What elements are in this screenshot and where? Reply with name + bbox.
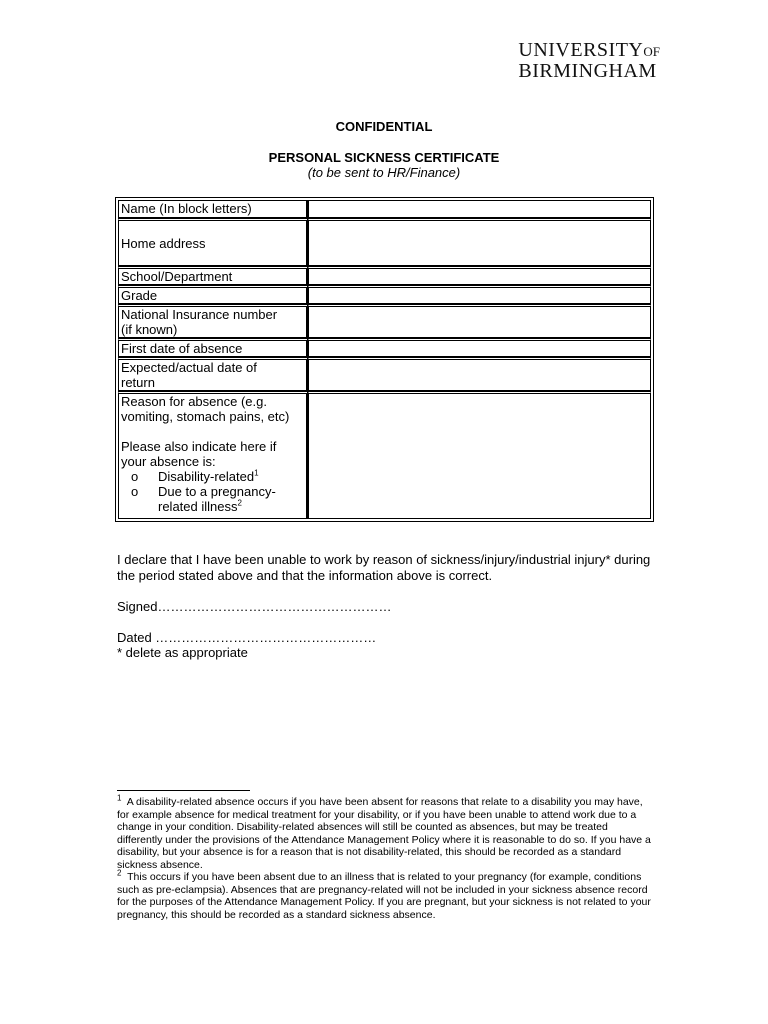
field-grade[interactable] xyxy=(308,285,651,304)
field-reason[interactable] xyxy=(308,391,651,519)
label-ni-line2: (if known) xyxy=(121,322,178,337)
date-line[interactable]: Dated …………………………………………… xyxy=(117,630,377,645)
label-return-line1: Expected/actual date of xyxy=(121,360,257,375)
field-name[interactable] xyxy=(308,200,651,218)
row-school xyxy=(118,266,651,285)
field-ni-number[interactable] xyxy=(308,304,651,338)
option-disability-label: Disability-related xyxy=(158,469,255,484)
footnote-1-number: 1 xyxy=(117,793,122,803)
label-address: Home address xyxy=(118,218,308,266)
bullet-icon: o xyxy=(131,469,139,484)
label-ni-line1: National Insurance number xyxy=(121,307,278,322)
option-pregnancy-line1: Due to a pregnancy- xyxy=(158,484,276,499)
label-first-date: First date of absence xyxy=(118,338,308,357)
label-reason-line1: Reason for absence (e.g. xyxy=(121,394,267,409)
signature-line[interactable]: Signed……………………………………………… xyxy=(117,599,392,614)
option-pregnancy[interactable] xyxy=(131,484,304,514)
option-disability[interactable] xyxy=(131,469,304,484)
sickness-form xyxy=(115,197,654,522)
option-pregnancy-line2: related illness xyxy=(158,499,238,514)
label-return-date xyxy=(118,357,308,391)
row-reason xyxy=(118,391,651,519)
label-name: Name (In block letters) xyxy=(118,200,308,218)
page-subtitle: (to be sent to HR/Finance) xyxy=(307,165,461,180)
footnote-ref-1: 1 xyxy=(254,468,259,478)
footnote-2-text: This occurs if you have been absent due to an illness that is related to your pregnancy (for example, conditions such as pre-eclampsia). Absences that are pregnancy-related will not be included in your sickness absence record for the purposes of the Attendance Management Policy. If you are pregnant, but your sickness is not related to your pregnancy, this should be recorded as a standard sickness absence. xyxy=(117,871,651,921)
label-indicate-line2: your absence is: xyxy=(121,454,216,469)
row-first-date xyxy=(118,338,651,357)
label-reason xyxy=(118,391,308,519)
footnotes xyxy=(117,793,653,921)
row-ni-number xyxy=(118,304,651,338)
label-ni-number xyxy=(118,304,308,338)
confidential-heading: CONFIDENTIAL xyxy=(335,119,433,134)
university-logo xyxy=(518,40,660,82)
absence-type-list xyxy=(121,469,304,514)
footnote-divider xyxy=(117,790,250,791)
field-school[interactable] xyxy=(308,266,651,285)
label-school: School/Department xyxy=(118,266,308,285)
footnote-2-number: 2 xyxy=(117,868,122,878)
label-reason-line2: vomiting, stomach pains, etc) xyxy=(121,409,290,424)
logo-birmingham: BIRMINGHAM xyxy=(518,60,657,82)
label-grade: Grade xyxy=(118,285,308,304)
declaration-text: I declare that I have been unable to work by reason of sickness/injury/industrial injury* during the period stated above and that the information above is correct. xyxy=(117,552,651,583)
delete-note: * delete as appropriate xyxy=(117,645,248,660)
bullet-icon: o xyxy=(131,484,139,499)
footnote-1 xyxy=(117,793,653,871)
field-return-date[interactable] xyxy=(308,357,651,391)
footnote-1-text: A disability-related absence occurs if you have been absent for reasons that relate to a disability you may have, for example absence for medical treatment for your disability, or if you have been unable to attend work due to a change in your condition. Disability-related absences will still be counted as absences, but may be treated differently under the provisions of the Attendance Management Policy where it is reasonable to do so. If you have a disability, but your absence is for a reason that is not disability-related, this should be recorded as a standard sickness absence. xyxy=(117,796,651,871)
label-return-line2: return xyxy=(121,375,155,390)
row-grade xyxy=(118,285,651,304)
row-return-date xyxy=(118,357,651,391)
row-name xyxy=(118,200,651,218)
field-address[interactable] xyxy=(308,218,651,266)
logo-of: OF xyxy=(643,44,660,59)
field-first-date[interactable] xyxy=(308,338,651,357)
label-indicate-line1: Please also indicate here if xyxy=(121,439,277,454)
logo-university: UNIVERSITY xyxy=(518,39,644,61)
row-address xyxy=(118,218,651,266)
page-title: PERSONAL SICKNESS CERTIFICATE xyxy=(268,150,500,165)
form-table xyxy=(118,200,651,519)
footnote-2 xyxy=(117,868,653,921)
footnote-ref-2: 2 xyxy=(237,498,242,508)
